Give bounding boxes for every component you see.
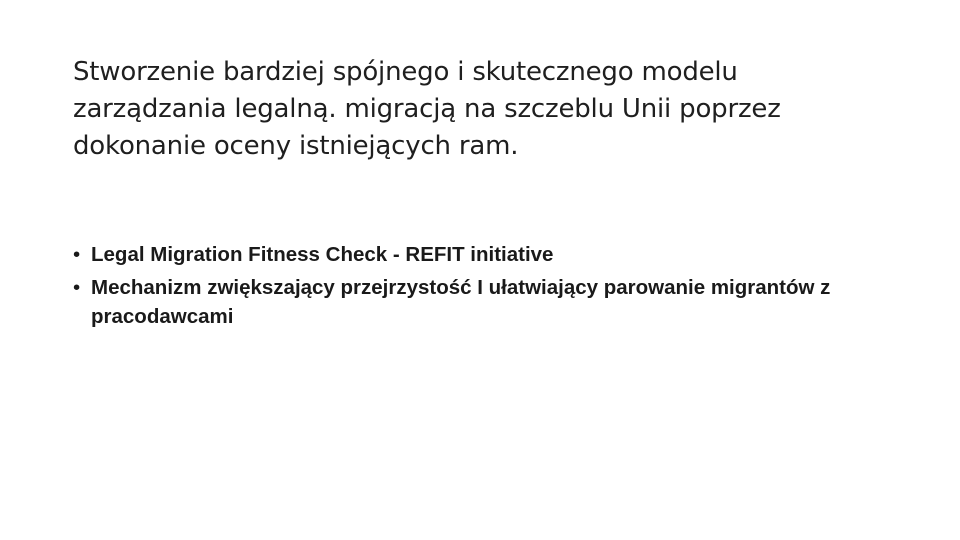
bullet-item [73, 240, 873, 269]
bullet-list [73, 240, 873, 335]
bullet-marker: • [73, 276, 81, 299]
bullet-item [73, 273, 873, 331]
bullet-text: Legal Migration Fitness Check - REFIT initiative [91, 243, 554, 266]
slide-title: Stworzenie bardziej spójnego i skutecznego modelu zarządzania legalną. migracją na szczeblu Unii poprzez dokonanie oceny istniejących ram. [73, 57, 781, 161]
bullet-marker: • [73, 243, 81, 266]
bullet-text: Mechanizm zwiększający przejrzystość I ułatwiający parowanie migrantów z pracodawcami [91, 276, 831, 328]
